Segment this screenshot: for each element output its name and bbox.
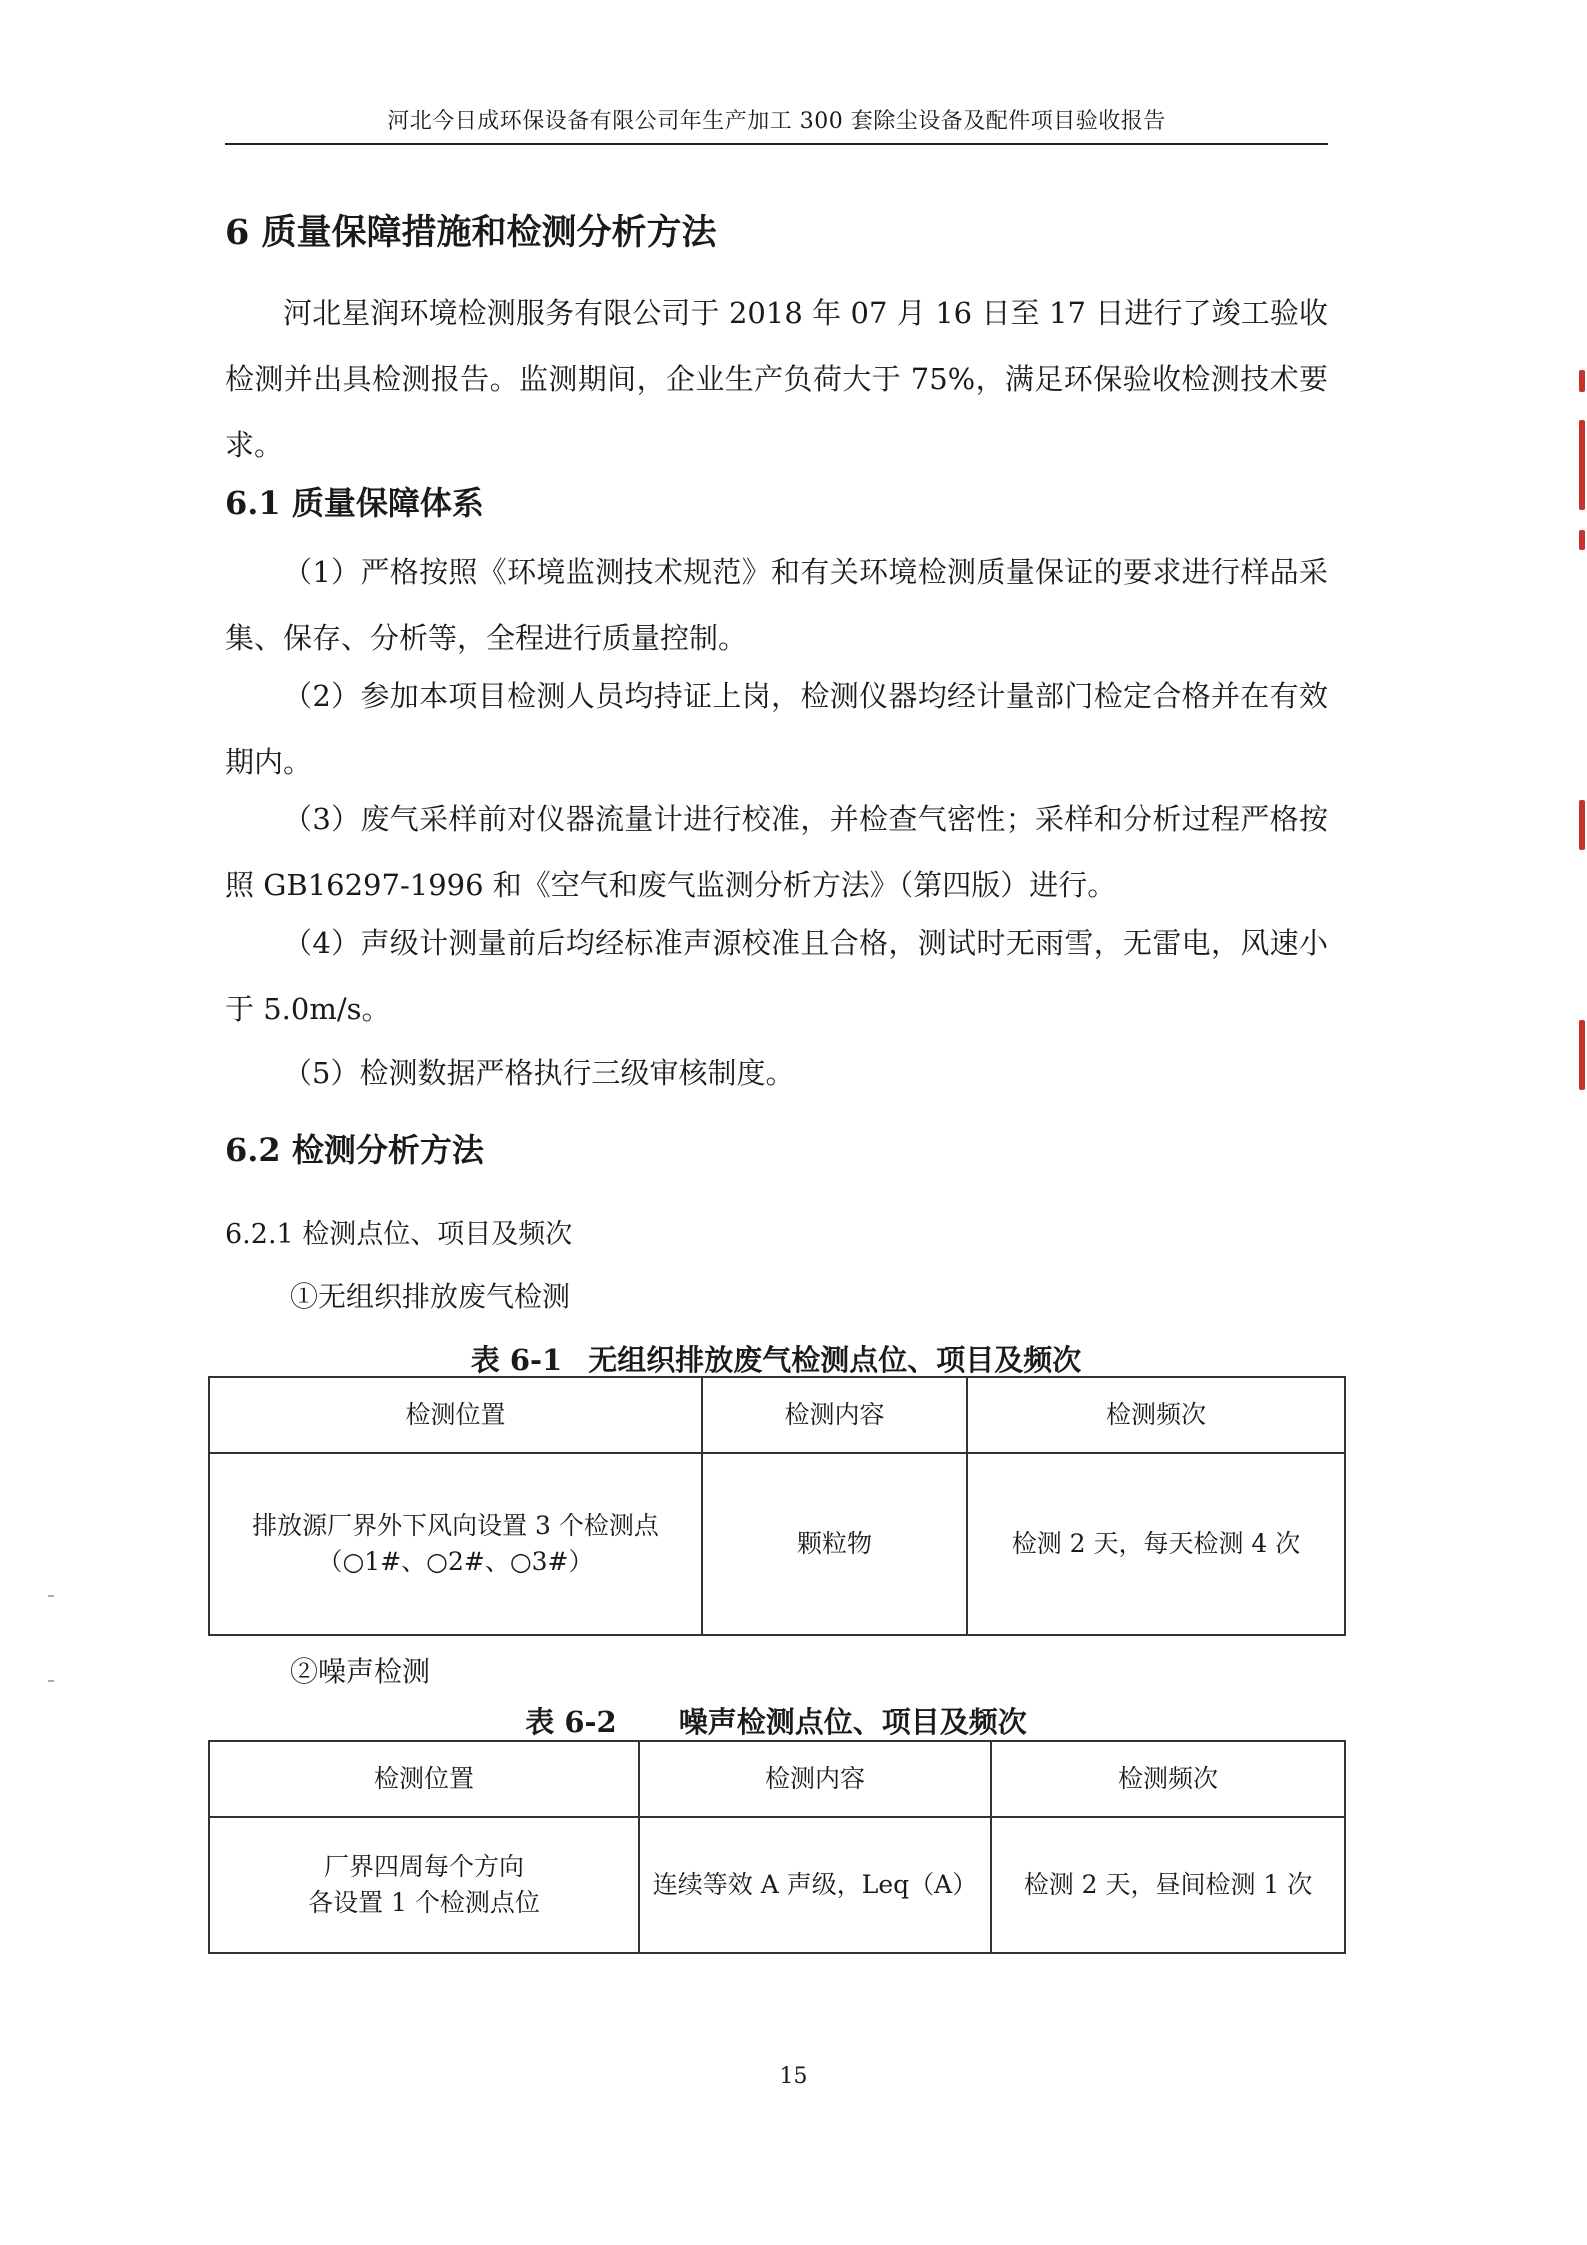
location-line: 各设置 1 个检测点位 bbox=[308, 1888, 540, 1917]
page-number: 15 bbox=[779, 2064, 808, 2089]
edge-mark bbox=[1579, 420, 1585, 510]
quality-item-3: （3）废气采样前对仪器流量计进行校准，并检查气密性；采样和分析过程严格按照 GB16297-1996 和《空气和废气监测分析方法》（第四版）进行。 bbox=[225, 802, 1328, 902]
table-6-2-caption bbox=[208, 1700, 1344, 1741]
quality-item-5: （5）检测数据严格执行三级审核制度。 bbox=[283, 1056, 795, 1090]
table-6-1 bbox=[208, 1376, 1346, 1636]
content-cell: 颗粒物 bbox=[702, 1453, 967, 1635]
section-6-title: 6 质量保障措施和检测分析方法 bbox=[225, 212, 717, 253]
table-header-row bbox=[209, 1741, 1345, 1817]
table-header-row bbox=[209, 1377, 1345, 1453]
scan-edge-marks bbox=[1571, 360, 1587, 1120]
section-6-2-title: 6.2 检测分析方法 bbox=[225, 1131, 484, 1169]
edge-mark bbox=[1579, 1020, 1585, 1090]
column-header: 检测内容 bbox=[702, 1377, 967, 1453]
frequency-cell: 检测 2 天，每天检测 4 次 bbox=[967, 1453, 1345, 1635]
scan-dot bbox=[48, 1595, 54, 1597]
section-6-1-title: 6.1 质量保障体系 bbox=[225, 484, 484, 522]
column-header: 检测频次 bbox=[967, 1377, 1345, 1453]
fugitive-emission-heading: ①无组织排放废气检测 bbox=[290, 1280, 571, 1313]
table-6-1-title: 无组织排放废气检测点位、项目及频次 bbox=[588, 1343, 1082, 1377]
section-6-2-1-title: 6.2.1 检测点位、项目及频次 bbox=[225, 1219, 573, 1250]
edge-mark bbox=[1579, 370, 1585, 392]
column-header: 检测内容 bbox=[639, 1741, 991, 1817]
table-6-1-number: 表 6-1 bbox=[470, 1343, 563, 1377]
location-line: 排放源厂界外下风向设置 3 个检测点 bbox=[252, 1511, 659, 1540]
table-row bbox=[209, 1817, 1345, 1953]
location-cell bbox=[209, 1817, 639, 1953]
noise-heading: ②噪声检测 bbox=[290, 1655, 431, 1688]
table-6-2-number: 表 6-2 bbox=[525, 1705, 617, 1739]
location-line: （○1#、○2#、○3#） bbox=[317, 1547, 594, 1576]
table-6-2-title: 噪声检测点位、项目及频次 bbox=[678, 1705, 1027, 1739]
quality-item-1: （1）严格按照《环境监测技术规范》和有关环境检测质量保证的要求进行样品采集、保存、分析等，全程进行质量控制。 bbox=[225, 555, 1328, 655]
quality-item-2: （2）参加本项目检测人员均持证上岗，检测仪器均经计量部门检定合格并在有效期内。 bbox=[225, 679, 1328, 779]
frequency-cell: 检测 2 天，昼间检测 1 次 bbox=[991, 1817, 1345, 1953]
location-cell bbox=[209, 1453, 702, 1635]
section-6-intro: 河北星润环境检测服务有限公司于 2018 年 07 月 16 日至 17 日进行了竣工验收检测并出具检测报告。监测期间，企业生产负荷大于 75%，满足环保验收检测技术要求。 bbox=[225, 296, 1328, 462]
table-row bbox=[209, 1453, 1345, 1635]
content-cell: 连续等效 A 声级，Leq（A） bbox=[639, 1817, 991, 1953]
edge-mark bbox=[1579, 530, 1585, 550]
column-header: 检测位置 bbox=[209, 1741, 639, 1817]
edge-mark bbox=[1579, 800, 1585, 850]
scan-dot bbox=[48, 1680, 54, 1682]
table-6-1-caption bbox=[208, 1338, 1344, 1379]
column-header: 检测位置 bbox=[209, 1377, 702, 1453]
location-line: 厂界四周每个方向 bbox=[323, 1852, 524, 1881]
running-header: 河北今日成环保设备有限公司年生产加工 300 套除尘设备及配件项目验收报告 bbox=[225, 104, 1328, 145]
column-header: 检测频次 bbox=[991, 1741, 1345, 1817]
quality-item-4: （4）声级计测量前后均经标准声源校准且合格，测试时无雨雪，无雷电，风速小于 5.0m/s。 bbox=[225, 926, 1328, 1026]
table-6-2 bbox=[208, 1740, 1346, 1954]
